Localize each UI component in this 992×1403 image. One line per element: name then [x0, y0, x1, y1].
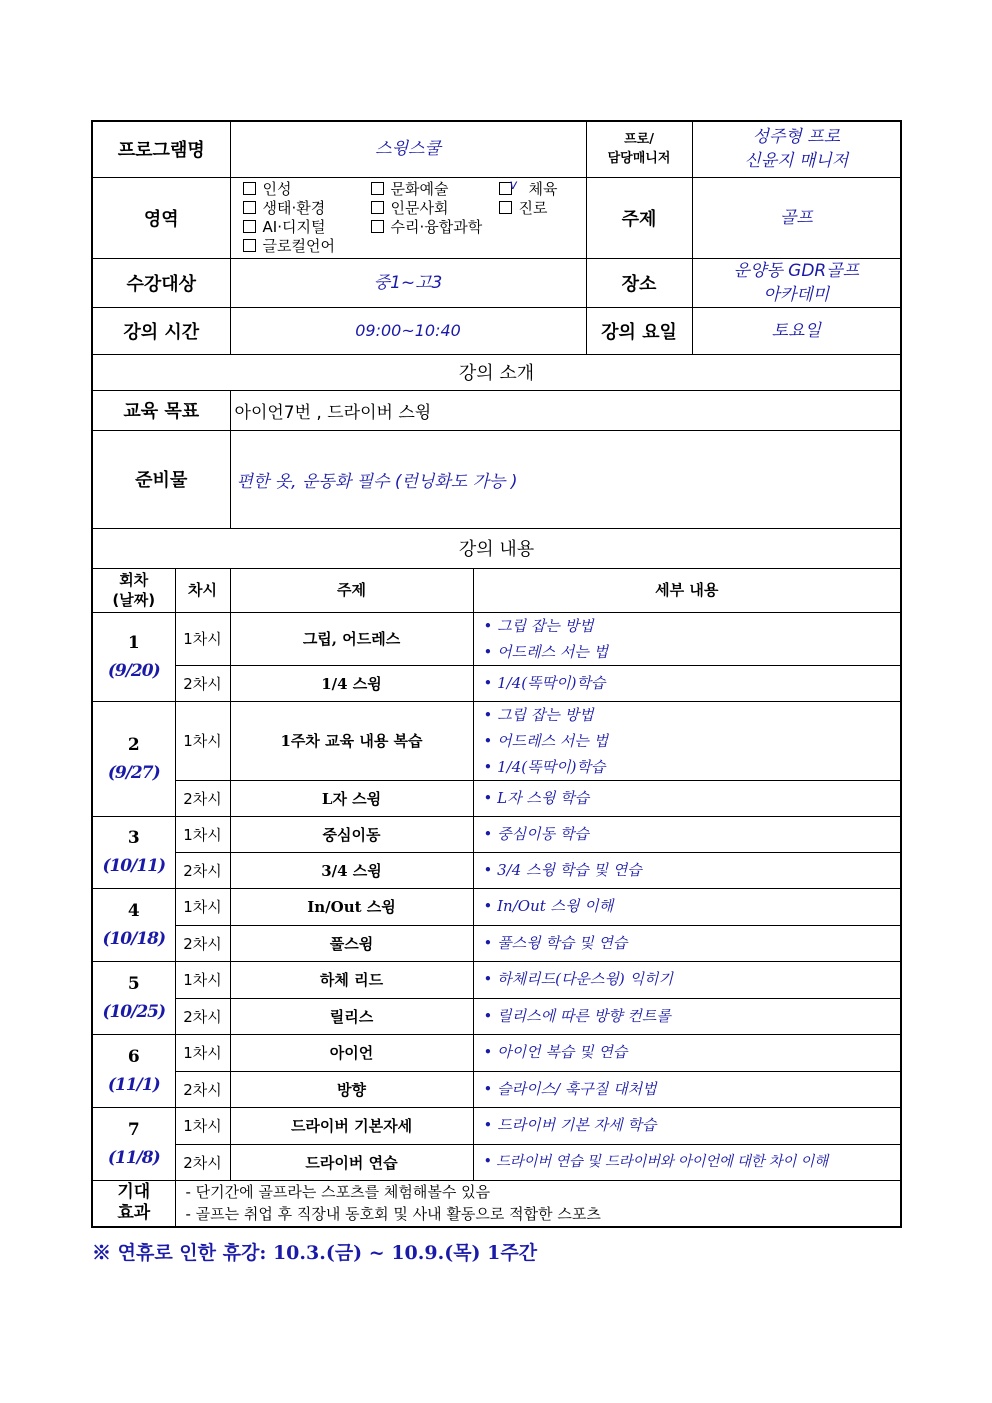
manager-name-2: 신윤지 매니저 — [744, 151, 849, 172]
day-label: 강의 요일 — [586, 307, 692, 354]
area-option: 체육 — [528, 179, 558, 198]
effect-label-line2: 효과 — [117, 1203, 151, 1224]
detail-cell — [473, 612, 901, 665]
content-section-title: 강의 내용 — [92, 528, 901, 568]
detail-item: • 3/4 스윙 학습 및 연습 — [483, 860, 642, 879]
topic-cell: 3/4 스윙 — [230, 852, 473, 888]
manager-label — [586, 121, 692, 177]
session-date: (9/20) — [107, 660, 160, 681]
place-label: 장소 — [586, 258, 692, 307]
prep-value: 편한 옷, 운동화 필수 (런닝화도 가능 ) — [230, 430, 901, 528]
time-value: 09:00~10:40 — [230, 307, 586, 354]
place-line-1: 운양동 GDR골프 — [733, 260, 860, 281]
cha-cell: 2차시 — [175, 998, 230, 1034]
cha-cell: 1차시 — [175, 701, 230, 780]
session-number: 5 — [127, 973, 140, 994]
checkbox-icon[interactable] — [243, 239, 256, 252]
checkbox-icon[interactable] — [371, 201, 384, 214]
effect-label — [92, 1180, 175, 1227]
topic-cell: 드라이버 기본자세 — [230, 1107, 473, 1144]
area-option: 생태·환경 — [262, 198, 326, 217]
detail-item: • 그립 잡는 방법 — [483, 705, 594, 724]
detail-item: • In/Out 스윙 이해 — [483, 897, 614, 915]
session-date: (9/27) — [107, 762, 160, 783]
detail-cell — [473, 1144, 901, 1180]
detail-item: • 릴리스에 따른 방향 컨트롤 — [483, 1006, 671, 1025]
session-cell — [92, 888, 175, 961]
cha-cell: 1차시 — [175, 612, 230, 665]
program-document — [91, 120, 900, 1228]
session-number: 3 — [127, 828, 140, 848]
session-cell — [92, 816, 175, 888]
col-topic-header: 주제 — [230, 568, 473, 612]
cha-cell: 2차시 — [175, 925, 230, 961]
target-value: 중1~고3 — [230, 258, 586, 307]
topic-cell: 그립, 어드레스 — [230, 612, 473, 665]
holiday-note: ※ 연휴로 인한 휴강: 10.3.(금) ~ 10.9.(목) 1주간 — [92, 1242, 538, 1264]
session-number: 2 — [127, 734, 140, 755]
area-option: 글로컬언어 — [262, 236, 335, 255]
intro-section-title: 강의 소개 — [92, 354, 901, 390]
col-detail-header: 세부 내용 — [473, 568, 901, 612]
cha-cell: 2차시 — [175, 665, 230, 701]
detail-cell — [473, 888, 901, 925]
check-mark: v — [509, 177, 518, 193]
checkbox-icon[interactable] — [499, 201, 512, 214]
area-option: 인성 — [262, 179, 292, 198]
cha-cell: 2차시 — [175, 1071, 230, 1107]
effect-line-2: - 골프는 취업 후 직장내 동호회 및 사내 활동으로 적합한 스포츠 — [185, 1205, 601, 1224]
col-cha-header: 차시 — [175, 568, 230, 612]
goal-label: 교육 목표 — [92, 390, 230, 430]
detail-cell — [473, 816, 901, 852]
topic-cell: 방향 — [230, 1071, 473, 1107]
detail-item: • L자 스윙 학습 — [483, 788, 590, 807]
prep-label: 준비물 — [92, 430, 230, 528]
manager-label-line2: 담당매니저 — [607, 151, 671, 167]
session-date: (11/8) — [107, 1147, 160, 1168]
detail-item: • 어드레스 서는 법 — [483, 642, 609, 661]
detail-cell — [473, 925, 901, 961]
checked-checkbox-icon[interactable] — [499, 177, 518, 195]
detail-item: • 아이언 복습 및 연습 — [483, 1043, 628, 1061]
session-cell — [92, 1034, 175, 1107]
program-name-label: 프로그램명 — [92, 121, 230, 177]
session-date: (11/1) — [107, 1074, 160, 1095]
area-option: 수리·융합과학 — [390, 217, 483, 236]
detail-item: • 1/4(똑딱이)학습 — [483, 757, 606, 776]
topic-cell: 아이언 — [230, 1034, 473, 1071]
detail-cell — [473, 1107, 901, 1144]
col-session-line1: 회차 — [119, 571, 149, 589]
detail-item: • 풀스윙 학습 및 연습 — [483, 933, 628, 952]
session-cell — [92, 612, 175, 701]
checkbox-icon[interactable] — [243, 182, 256, 195]
detail-cell — [473, 665, 901, 701]
session-cell — [92, 701, 175, 816]
area-label: 영역 — [92, 177, 230, 258]
cha-cell: 1차시 — [175, 1034, 230, 1071]
detail-item: • 하체리드(다운스윙) 익히기 — [483, 970, 673, 988]
session-cell — [92, 961, 175, 1034]
session-number: 7 — [127, 1119, 140, 1140]
topic-cell: In/Out 스윙 — [230, 888, 473, 925]
topic-cell: 하체 리드 — [230, 961, 473, 998]
detail-cell — [473, 1034, 901, 1071]
time-label: 강의 시간 — [92, 307, 230, 354]
session-date: (10/11) — [102, 856, 166, 876]
session-number: 1 — [127, 632, 140, 653]
topic-cell: L자 스윙 — [230, 780, 473, 816]
session-cell — [92, 1107, 175, 1180]
area-option: 문화예술 — [390, 179, 449, 198]
area-option: 진로 — [518, 198, 548, 217]
detail-item: • 어드레스 서는 법 — [483, 731, 609, 750]
detail-item: • 드라이버 연습 및 드라이버와 아이언에 대한 차이 이해 — [483, 1153, 828, 1170]
topic-cell: 릴리스 — [230, 998, 473, 1034]
effect-value — [175, 1180, 901, 1227]
checkbox-icon[interactable] — [243, 220, 256, 233]
effect-label-line1: 기대 — [117, 1182, 151, 1203]
checkbox-icon[interactable] — [243, 201, 256, 214]
detail-cell — [473, 852, 901, 888]
subject-label: 주제 — [586, 177, 692, 258]
detail-item: • 드라이버 기본 자세 학습 — [483, 1116, 657, 1134]
topic-cell: 드라이버 연습 — [230, 1144, 473, 1180]
detail-cell — [473, 998, 901, 1034]
area-option: 인문사회 — [390, 198, 449, 217]
place-value — [692, 258, 901, 307]
col-session-header — [92, 568, 175, 612]
checkbox-icon[interactable] — [371, 220, 384, 233]
cha-cell: 1차시 — [175, 1107, 230, 1144]
detail-item: • 그립 잡는 방법 — [483, 616, 594, 635]
manager-value — [692, 121, 901, 177]
cha-cell: 1차시 — [175, 961, 230, 998]
detail-cell — [473, 961, 901, 998]
day-value: 토요일 — [692, 307, 901, 354]
target-label: 수강대상 — [92, 258, 230, 307]
topic-cell: 풀스윙 — [230, 925, 473, 961]
detail-cell — [473, 1071, 901, 1107]
cha-cell: 2차시 — [175, 1144, 230, 1180]
session-number: 4 — [127, 900, 140, 921]
detail-item: • 1/4(똑딱이)학습 — [483, 673, 606, 692]
area-checklist — [230, 177, 586, 258]
effect-line-1: - 단기간에 골프라는 스포츠를 체험해볼수 있음 — [185, 1183, 491, 1202]
program-name-value: 스윙스쿨 — [230, 121, 586, 177]
checkbox-icon[interactable] — [371, 182, 384, 195]
place-line-2: 아카데미 — [763, 284, 830, 305]
session-date: (10/25) — [102, 1001, 166, 1022]
detail-cell — [473, 780, 901, 816]
col-session-line2: (날짜) — [112, 591, 156, 609]
cha-cell: 2차시 — [175, 852, 230, 888]
topic-cell: 1/4 스윙 — [230, 665, 473, 701]
subject-value: 골프 — [692, 177, 901, 258]
detail-item: • 슬라이스/ 훅구질 대처법 — [483, 1079, 657, 1098]
cha-cell: 2차시 — [175, 780, 230, 816]
program-table — [91, 120, 902, 1228]
detail-cell — [473, 701, 901, 780]
goal-value: 아이언7번 , 드라이버 스윙 — [230, 390, 901, 430]
cha-cell: 1차시 — [175, 816, 230, 852]
manager-name-1: 성주형 프로 — [752, 127, 841, 148]
cha-cell: 1차시 — [175, 888, 230, 925]
topic-cell: 중심이동 — [230, 816, 473, 852]
session-number: 6 — [127, 1046, 140, 1067]
detail-item: • 중심이동 학습 — [483, 824, 589, 843]
manager-label-line1: 프로/ — [624, 132, 654, 148]
session-date: (10/18) — [102, 928, 166, 949]
area-option: AI·디지털 — [262, 217, 326, 236]
topic-cell: 1주차 교육 내용 복습 — [230, 701, 473, 780]
